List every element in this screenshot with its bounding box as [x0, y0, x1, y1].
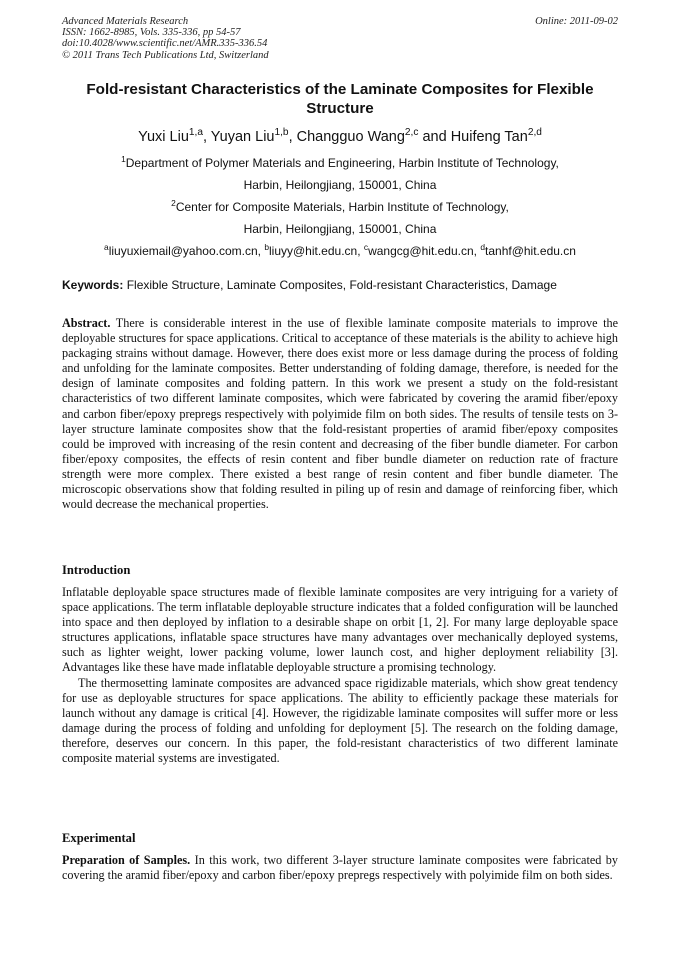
author-affil-sup: 1,a	[188, 127, 203, 139]
introduction-body	[62, 585, 618, 766]
abstract-text: There is considerable interest in the use of flexible laminate composite materials to improve the deployable structures for space applications. Critical to acceptance of these materials is the ability to achieve high packaging strains without damage. However, there does exist more or less damage during the process of folding and unfolding for the laminate composites. Better understanding of folding damage, therefore, is needed for the design of laminate composites and folding pattern. In this work we present a study on the fold-resistant characteristics of two different laminate composites, which were fabricated by covering the aramid fiber/epoxy and carbon fiber/epoxy prepregs respectively with polyimide film on both sides. The results of tensile tests on 3-layer structure laminate composites show that the fold-resistant properties of aramid fiber/epoxy composites could be improved with increasing of the resin content and decreasing of the fiber bundle diameter. For carbon fiber/epoxy composites, the effects of resin content and fiber bundle diameter on reduction rate of fracture strength were more complex. There existed a best range of resin content and fiber bundle diameter. The microscopic observations show that folding resulted in piling up of resin and damage of reinforcing fiber, which would decrease the mechanical properties.	[62, 316, 618, 512]
author-name: Changguo Wang	[296, 129, 405, 145]
doi-line: doi:10.4028/www.scientific.net/AMR.335-336.54	[62, 38, 268, 50]
experimental-body	[62, 853, 618, 883]
abstract	[62, 316, 618, 512]
email-address[interactable]: wangcg@hit.edu.cn	[368, 244, 474, 258]
affiliation-2-line-1: $^2$Center for Composite Materials, Harbin Institute of Technology,	[171, 198, 509, 214]
copyright-line: © 2011 Trans Tech Publications Ltd, Switzerland	[62, 49, 269, 61]
author-affil-sup: 2,c	[404, 127, 419, 139]
section-heading-introduction: Introduction	[62, 563, 131, 577]
email-address[interactable]: liuyuxiemail@yahoo.com.cn	[108, 244, 258, 258]
subsection-label: Preparation of Samples.	[62, 853, 191, 867]
affiliation-2-line-2: Harbin, Heilongjiang, 150001, China	[243, 222, 437, 236]
experimental-text: In this work, two different 3-layer structure laminate composites were fabricated by covering the aramid fiber/epoxy and carbon fiber/epoxy prepregs respectively with polyimide film on both sides.	[62, 853, 618, 883]
journal-name: Advanced Materials Research	[62, 16, 189, 27]
email-list: $^a$liuyuxiemail@yahoo.com.cn, $^b$liuyy@hit.edu.cn, $^c$wangcg@hit.edu.cn, $^d$tanhf@hit.edu.cn	[104, 242, 576, 258]
author-name: Huifeng Tan	[450, 129, 528, 145]
abstract-label: Abstract.	[62, 316, 111, 330]
email-address[interactable]: tanhf@hit.edu.cn	[485, 244, 576, 258]
email-address[interactable]: liuyy@hit.edu.cn	[268, 244, 358, 258]
affiliation-1-line-1: $^1$Department of Polymer Materials and Engineering, Harbin Institute of Technology,	[121, 154, 559, 170]
affiliation-1-line-2: Harbin, Heilongjiang, 150001, China	[243, 178, 437, 192]
issn-line: ISSN: 1662-8985, Vols. 335-336, pp 54-57	[62, 27, 241, 39]
keywords-label: Keywords:	[62, 278, 124, 292]
introduction-paragraph: The thermosetting laminate composites are advanced space rigidizable materials, which show great tendency for use as deployable structures for space applications. The ability to efficiently package these materials for launch without any damage is critical [4]. However, the rigidizable laminate composites will suffer more or less damage during the process of folding and unfolding for deployment [5]. The research on the folding damage, therefore, deserves our concern. In this paper, the fold-resistant characteristics of two different laminate composite material systems are investigated.	[62, 675, 618, 766]
keywords-text: Flexible Structure, Laminate Composites, Fold-resistant Characteristics, Damage	[126, 278, 557, 292]
author-name: Yuyan Liu	[210, 129, 275, 145]
author-affil-sup: 1,b	[274, 127, 289, 139]
section-heading-experimental: Experimental	[62, 831, 136, 845]
online-date: Online: 2011-09-02	[535, 16, 618, 27]
author-affil-sup: 2,d	[527, 127, 542, 139]
introduction-paragraph: Inflatable deployable space structures made of flexible laminate composites are very intriguing for a variety of space applications. The term inflatable deployable structure indicates that a folded configuration will be launched into space and then deployed by inflation to a desirable shape on orbit [1, 2]. For many large deployable space structures applications, inflatable space structures have many advantages over mechanically deployed systems, such as lighter weight, lower packing volume, lower launch cost, and higher deployment reliability [3]. Advantages like these have made inflatable deployable structure a promising technology.	[62, 585, 618, 675]
paper-title: Fold-resistant Characteristics of the Laminate Composites for Flexible Structure	[86, 81, 594, 117]
keywords	[62, 278, 618, 293]
author-list: Yuxi Liu$^{1,a}$, Yuyan Liu$^{1,b}$, Changguo Wang$^{2,c}$ and Huifeng Tan$^{2,d}$	[138, 127, 542, 145]
author-name: Yuxi Liu	[138, 129, 189, 145]
